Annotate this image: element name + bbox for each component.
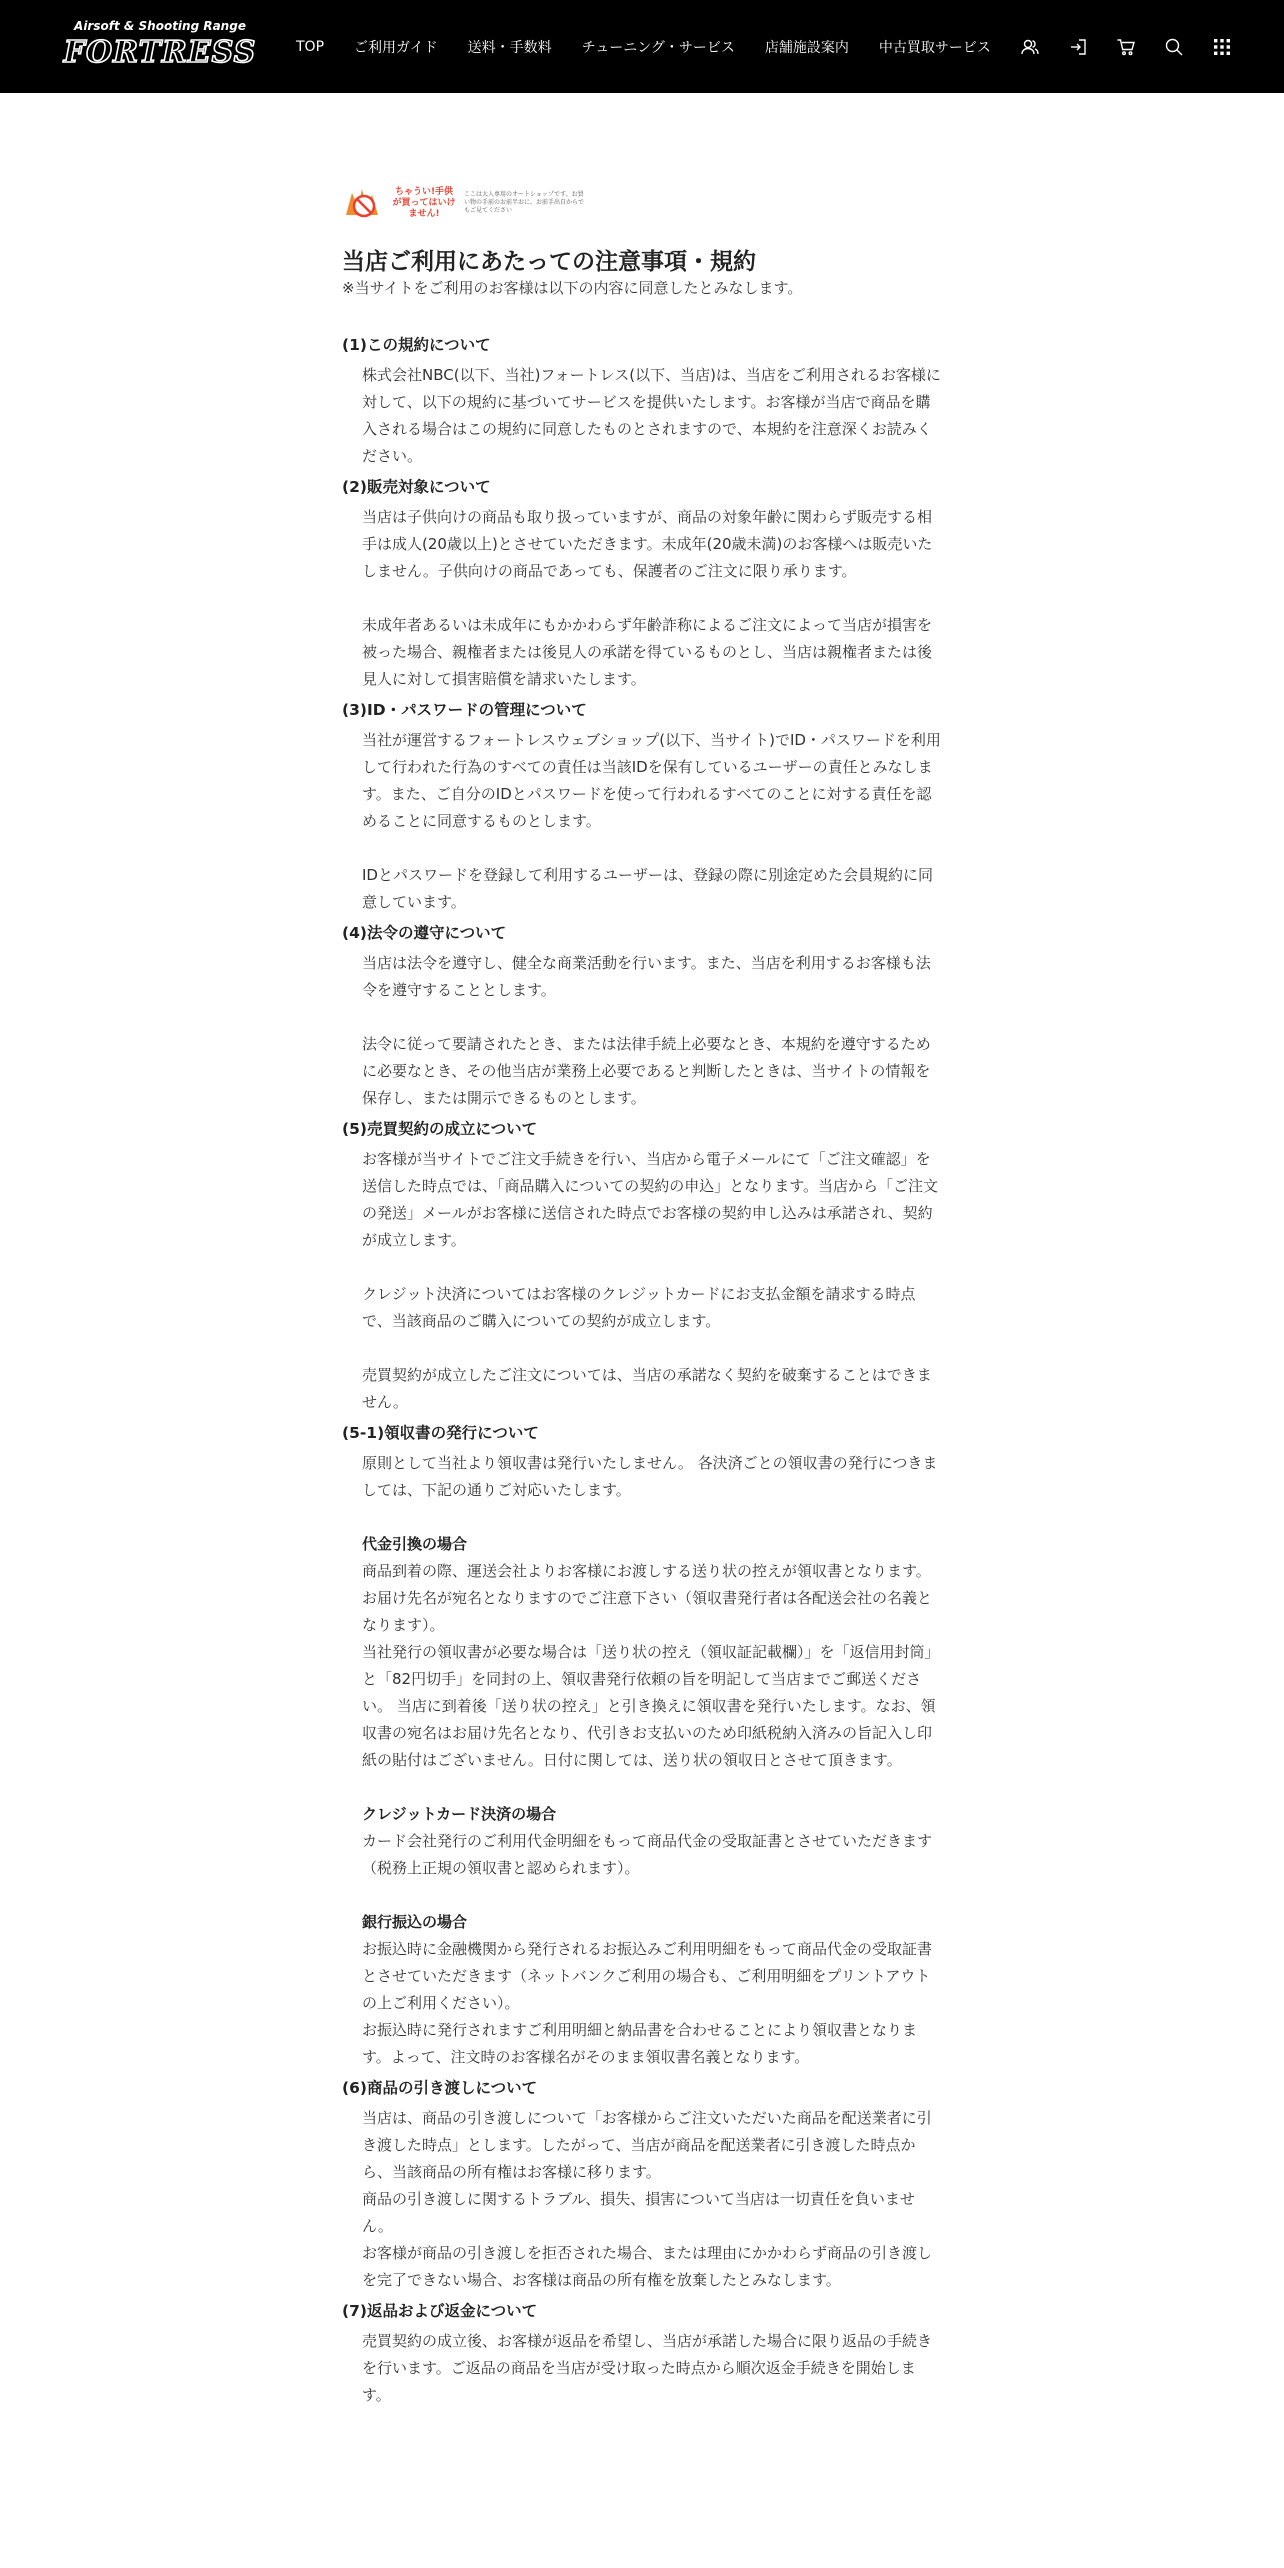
section-paragraph: 当社が運営するフォートレスウェブショップ(以下、当サイト)でID・パスワードを利用して行われた行為のすべての責任は当該IDを保有しているユーザーの責任とみなします。また、ご自分のIDとパスワードを使って行われるすべてのことに対する責任を認めることに同意するものとします。 xyxy=(362,731,941,830)
section-body xyxy=(342,1450,942,2071)
paragraph-gap xyxy=(362,1335,942,1362)
site-logo[interactable] xyxy=(48,16,272,72)
section-paragraph: 当店は子供向けの商品も取り扱っていますが、商品の対象年齢に関わらず販売する相手は成人(20歳以上)とさせていただきます。未成年(20歳未満)のお客様へは販売いたしません。子供向けの商品であっても、保護者のご注文に限り承ります。 xyxy=(362,508,933,580)
age-warning-banner xyxy=(342,185,592,221)
section-body xyxy=(342,727,942,916)
section-heading: (5)売買契約の成立について xyxy=(342,1120,538,1138)
paragraph-gap xyxy=(362,1774,942,1801)
nav-guide[interactable]: ご利用ガイド xyxy=(354,39,438,56)
nav-store-info[interactable]: 店舗施設案内 xyxy=(764,39,849,56)
section-heading: (3)ID・パスワードの管理について xyxy=(342,701,587,719)
logo-tagline: Airsoft & Shooting Range xyxy=(74,19,246,33)
section-paragraph: 売買契約が成立したご注文については、当店の承諾なく契約を破棄することはできません。 xyxy=(362,1366,932,1411)
paragraph-gap xyxy=(362,1882,942,1909)
section-heading: (1)この規約について xyxy=(342,336,491,354)
section-paragraph: 未成年者あるいは未成年にもかかわらず年齢詐称によるご注文によって当店が損害を被った場合、親権者または後見人の承諾を得ているものとし、当店は親権者または後見人に対して損害賠償を請求いたします。 xyxy=(362,616,933,688)
page-title: 当店ご利用にあたっての注意事項・規約 xyxy=(342,249,756,275)
section-heading: (5-1)領収書の発行について xyxy=(342,1424,539,1442)
site-header xyxy=(0,0,1284,93)
section-heading: (6)商品の引き渡しについて xyxy=(342,2079,538,2097)
section-body xyxy=(342,2328,942,2409)
subsection-heading: 代金引換の場合 xyxy=(362,1535,468,1553)
cart-icon[interactable] xyxy=(1109,30,1143,64)
header-icons xyxy=(1013,30,1239,64)
section-heading: (4)法令の遵守について xyxy=(342,924,507,942)
section-paragraph: 株式会社NBC(以下、当社)フォートレス(以下、当店)は、当店をご利用されるお客様に対して、以下の規約に基づいてサービスを提供いたします。お客様が当店で商品を購入される場合はこの規約に同意したものとされますので、本規約を注意深くお読みください。 xyxy=(362,366,941,465)
section-paragraph: 当社発行の領収書が必要な場合は「送り状の控え（領収証記載欄）」を「返信用封筒」と「82円切手」を同封の上、領収書発行依頼の旨を明記して当店までご郵送ください。 当店に到着後「送り状の控え」と引き換えに領収書を発行いたします。なお、領収書の宛名はお届け先名となり、代引きお支払いのため印紙税納入済みの旨記入し印紙の貼付はございません。日付に関しては、送り状の領収日とさせて頂きます。 xyxy=(362,1643,940,1769)
section-paragraph: 原則として当社より領収書は発行いたしません。 各決済ごとの領収書の発行につきましては、下記の通りご対応いたします。 xyxy=(362,1454,938,1499)
section-body xyxy=(342,362,942,470)
section-body xyxy=(342,2105,942,2294)
nav-shipping[interactable]: 送料・手数料 xyxy=(467,39,552,56)
terms-content xyxy=(342,185,942,2416)
section-body xyxy=(342,1146,942,1416)
age-limit-badge xyxy=(342,185,386,221)
main-nav xyxy=(296,0,991,93)
section-paragraph: クレジット決済についてはお客様のクレジットカードにお支払金額を請求する時点で、当該商品のご購入についての契約が成立します。 xyxy=(362,1285,916,1330)
age-warning-note: ここは大人専用のオートショップです。お買い物の手前のお前半おに、お前手出自からでもご見てください xyxy=(464,191,584,214)
paragraph-gap xyxy=(362,585,942,612)
section-paragraph: お振込時に金融機関から発行されるお振込みご利用明細をもって商品代金の受取証書とさせていただきます（ネットバンクご利用の場合も、ご利用明細をプリントアウトの上ご利用ください）。 xyxy=(362,1940,933,2012)
paragraph-gap xyxy=(362,1504,942,1531)
search-icon[interactable] xyxy=(1157,30,1191,64)
section-paragraph: 商品到着の際、運送会社よりお客様にお渡しする送り状の控えが領収書となります。お届け先名が宛名となりますのでご注意下さい（領収書発行者は各配送会社の名義となります）。 xyxy=(362,1562,933,1634)
section-paragraph: 商品の引き渡しに関するトラブル、損失、損害について当店は一切責任を負いません。 xyxy=(362,2190,915,2235)
section-paragraph: お客様が当サイトでご注文手続きを行い、当店から電子メールにて「ご注文確認」を送信した時点では、「商品購入についての契約の申込」となります。当店から「ご注文の発送」メールがお客様に送信された時点でお客様の契約申し込みは承諾され、契約が成立します。 xyxy=(362,1150,939,1249)
grid-menu-icon[interactable] xyxy=(1205,30,1239,64)
logo-wordmark: FORTRESS xyxy=(63,35,257,70)
login-icon[interactable] xyxy=(1061,30,1095,64)
section-heading: (7)返品および返金について xyxy=(342,2302,538,2320)
section-paragraph: 当店は、商品の引き渡しについて「お客様からご注文いただいた商品を配送業者に引き渡した時点」とします。したがって、当店が商品を配送業者に引き渡した時点から、当該商品の所有権はお客様に移ります。 xyxy=(362,2109,932,2181)
section-heading: (2)販売対象について xyxy=(342,478,491,496)
page-subtitle: ※当サイトをご利用のお客様は以下の内容に同意したとみなします。 xyxy=(342,279,803,297)
section-paragraph: 法令に従って要請されたとき、または法律手続上必要なとき、本規約を遵守するために必要なとき、その他当店が業務上必要であると判断したときは、当サイトの情報を保存し、または開示できるものとします。 xyxy=(362,1035,931,1107)
section-paragraph: お振込時に発行されますご利用明細と納品書を合わせることにより領収書となります。よって、注文時のお客様名がそのまま領収書名義となります。 xyxy=(362,2021,918,2066)
section-paragraph: 当店は法令を遵守し、健全な商業活動を行います。また、当店を利用するお客様も法令を遵守することとします。 xyxy=(362,954,931,999)
nav-used-purchase[interactable]: 中古買取サービス xyxy=(878,39,991,56)
subsection-heading: 銀行振込の場合 xyxy=(362,1913,468,1931)
section-paragraph: カード会社発行のご利用代金明細をもって商品代金の受取証書とさせていただきます（税務上正規の領収書と認められます）。 xyxy=(362,1832,933,1877)
subsection-heading: クレジットカード決済の場合 xyxy=(362,1805,557,1823)
terms-sections xyxy=(342,335,942,2409)
age-warning-text: ちゃうい!手供が買ってはいけません! xyxy=(392,186,456,219)
nav-tuning[interactable]: チューニング・サービス xyxy=(581,39,735,56)
paragraph-gap xyxy=(362,835,942,862)
user-icon[interactable] xyxy=(1013,30,1047,64)
section-paragraph: お客様が商品の引き渡しを拒否された場合、または理由にかかわらず商品の引き渡しを完了できない場合、お客様は商品の所有権を放棄したとみなします。 xyxy=(362,2244,933,2289)
paragraph-gap xyxy=(362,1004,942,1031)
section-paragraph: IDとパスワードを登録して利用するユーザーは、登録の際に別途定めた会員規約に同意しています。 xyxy=(362,866,933,911)
section-body xyxy=(342,950,942,1112)
paragraph-gap xyxy=(362,1254,942,1281)
nav-top[interactable]: TOP xyxy=(296,38,325,55)
section-paragraph: 売買契約の成立後、お客様が返品を希望し、当店が承諾した場合に限り返品の手続きを行います。ご返品の商品を当店が受け取った時点から順次返金手続きを開始します。 xyxy=(362,2332,933,2404)
section-body xyxy=(342,504,942,693)
